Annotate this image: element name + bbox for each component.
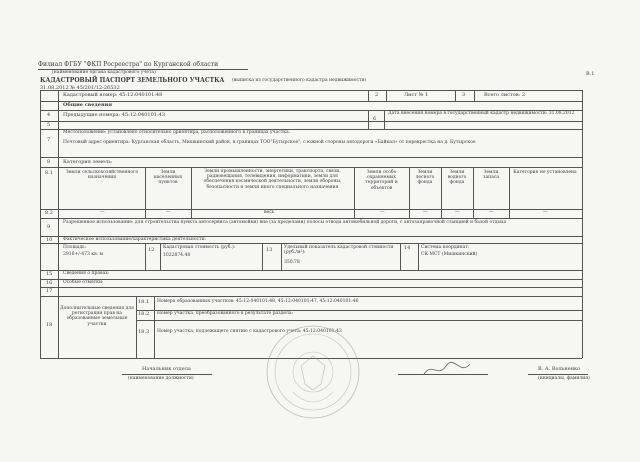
official-seal <box>263 322 363 422</box>
category-not-established: Категория не установлена <box>513 170 577 175</box>
coordinate-system-value: СК МСТ (Мишкинский) <box>421 252 478 257</box>
location: Местоположение: установлено относительно ориентира, расположенного в границах участка. <box>63 130 291 135</box>
category-forest: Земли лесного фонда <box>415 170 435 186</box>
signatory-title: Начальник отдела <box>142 366 191 372</box>
value-water: — <box>455 210 460 215</box>
row-10-number: 10 <box>46 237 53 243</box>
value-reserve: — <box>489 210 494 215</box>
row-8-number: 8 <box>47 159 51 165</box>
agency-name: Филиал ФГБУ "ФКП Росреестра" по Курганской области <box>38 61 219 68</box>
agency-caption: (наименование органа кадастрового учета) <box>52 70 156 75</box>
value-agricultural: — <box>100 210 105 215</box>
special-notes: Особые отметки: <box>63 280 104 285</box>
row-8-1-number: 8.1 <box>45 170 53 176</box>
rights-info: Сведения о правах: <box>63 271 110 276</box>
row-18-number: 18 <box>46 322 53 328</box>
row-5-number: 5 <box>47 122 51 128</box>
cadastral-value: 1022874.48 <box>163 253 191 258</box>
form-code: В.1 <box>586 71 595 77</box>
row-7-number: 7 <box>47 137 51 143</box>
value-forest: — <box>423 210 428 215</box>
row-9-number: 9 <box>47 224 51 230</box>
land-category-label: Категория земель: <box>63 159 113 165</box>
area-label: Площадь: <box>63 245 87 250</box>
col-number-2: 2 <box>375 92 379 98</box>
specific-value: 350.78 <box>284 260 300 265</box>
row-8-2-number: 8.2 <box>45 210 53 216</box>
coordinate-system-label: Система координат: <box>421 245 470 250</box>
document-title: КАДАСТРОВЫЙ ПАСПОРТ ЗЕМЕЛЬНОГО УЧАСТКА <box>40 77 225 84</box>
permitted-use: Разрешенное использование: для строительства пункта автосервиса (автомойки) вне (за пределами) полосы отвода автомобильной дороги, с автозаправочной станцией и базой отдыха <box>63 220 507 225</box>
total-sheets: Всего листов: 2 <box>484 92 526 98</box>
row-13-number: 13 <box>266 247 273 253</box>
actual-use: Фактическое использование/характеристика деятельности: <box>63 237 207 242</box>
row-16-number: 16 <box>46 280 53 286</box>
category-industry: Земли промышленности, энергетики, транспорта, связи, радиовещания, телевидения, информатики, земли для обеспечения космической деятельности, земли обороны, безопасности и земли иного специального назначения <box>203 169 342 190</box>
area-value: 2916+/-473 кв. м <box>63 252 103 257</box>
row-12-number: 12 <box>148 247 155 253</box>
signatory-name: В. А. Вольненко <box>538 366 581 372</box>
cadastral-number: Кадастровый номер: 45:12:040101:48 <box>63 92 163 98</box>
row-18-1-number: 18.1 <box>138 299 150 305</box>
category-protected: Земли особо охраняемых территорий и объектов <box>365 170 398 191</box>
number-entry-date: Дата внесения номера в государственный кадастр недвижимости: 31.08.2012 <box>388 111 575 116</box>
row-18-3-number: 18.3 <box>138 329 150 335</box>
value-settlements: — <box>166 210 171 215</box>
row-15-number: 15 <box>46 271 53 277</box>
transformed-parcel-number: Номер участка, преобразованного в результате раздела: <box>157 311 294 316</box>
category-agricultural: Земли сельскохозяйственного назначения <box>65 170 139 181</box>
row-6-number: 6 <box>373 116 377 122</box>
cadastral-value-label: Кадастровая стоимость (руб.): <box>163 245 236 250</box>
value-not-established: — <box>543 210 548 215</box>
removed-parcel-number: Номер участка, подлежащего снятию с кадастрового учета: 45:12:040101:43 <box>157 329 342 334</box>
document-title-note: (выписка из государственного кадастра недвижимости) <box>232 78 367 83</box>
row-4-number: 4 <box>47 112 51 118</box>
specific-value-label: Удельный показатель кадастровой стоимости (руб./м²): <box>284 245 394 256</box>
general-info-heading: Общие сведения <box>63 102 113 108</box>
signatory-name-caption: (инициалы, фамилия) <box>538 376 590 381</box>
formed-parcel-numbers: Номера образованных участков: 45:12:040101:48, 45:12:040101:47, 45:12:040101:46 <box>157 299 359 304</box>
category-water: Земли водного фонда <box>447 170 467 186</box>
date-number: 31.08.2012 № 45/201/12-26532 <box>40 85 120 91</box>
col-number-3: 3 <box>462 92 466 98</box>
value-protected: — <box>380 210 385 215</box>
category-reserve: Земли запаса <box>482 170 500 181</box>
value-industry: весь <box>264 210 275 215</box>
row-17-number: 17 <box>46 288 53 294</box>
previous-numbers: Предыдущие номера: 45:12:040101:43 <box>63 112 166 118</box>
row-18-2-number: 18.2 <box>138 311 150 317</box>
additional-info-label: Дополнительные сведения для регистрации прав на образованные земельные участки <box>60 306 134 327</box>
handwritten-signature <box>420 358 480 380</box>
row-14-number: 14 <box>404 245 411 251</box>
signatory-title-caption: (наименование должности) <box>128 376 194 381</box>
category-settlements: Земли населенных пунктов <box>153 170 183 186</box>
sheet-number: Лист № 1 <box>404 92 429 98</box>
postal-address: Почтовый адрес ориентира: Курганская область, Мишкинский район, в границах ТОО"Бутырское", с южной стороны автодороги «Байкал» от перекрестка на д. Бутырское <box>63 140 476 145</box>
